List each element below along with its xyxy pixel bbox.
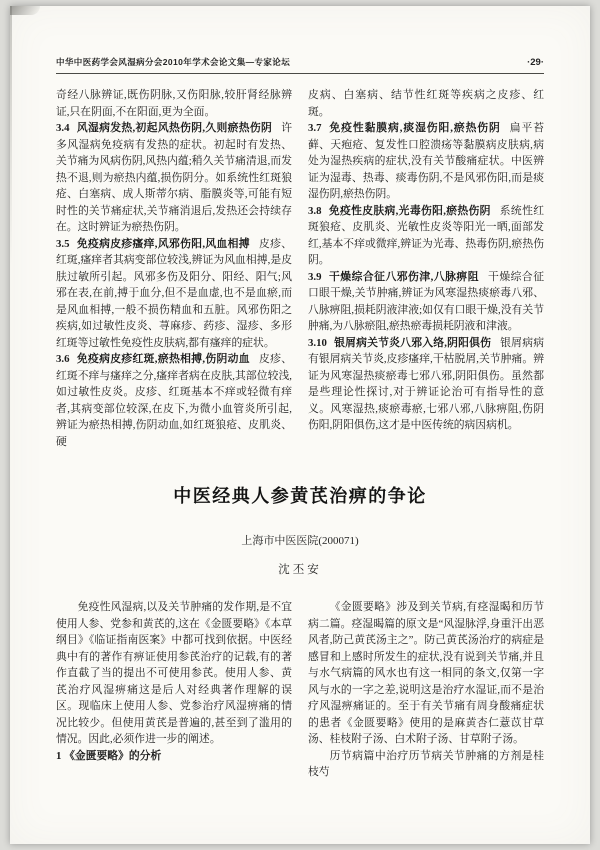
- section-number: 3.5: [56, 237, 70, 250]
- section-heading: 风湿病发热,初起风热伤阴,久则瘀热伤阴: [76, 122, 273, 134]
- body-paragraph: 《金匮要略》涉及到关节病,有痉湿暍和历节病二篇。痉湿暍篇的原文是“风湿脉浮,身重汗出恶风者,防己黄芪汤主之”。防己黄芪汤治疗的病症是感冒和上感时所发生的症状,没有说到关节痛,并且与水气病篇的风水也有这一相同的条文,仅第一字风与水的一字之差,说明这是治疗水湿证,而不是治疗风湿痹痛证的。至于有关节痛有周身酸痛症状的患者《金匮要略》使用的是麻黄杏仁薏苡甘草汤、桂枝附子汤、白术附子汤、甘草附子汤。: [308, 601, 544, 745]
- section-body: 扁平苔藓、天疱疮、复发性口腔溃疡等黏膜病皮肤病,病处为湿热疾病的症状,没有关节酸痛症状。中医辨证为湿毒、热毒、痰毒伤阴,不是风邪伤阳,而是痰湿伤阴,瘀热伤阴。: [308, 122, 545, 200]
- scan-artifact-corner: [10, 6, 40, 15]
- section-number: 3.10: [308, 336, 327, 349]
- header-title: 中华中医药学会风湿病分会2010年学术会论文集—专家论坛: [56, 57, 291, 67]
- section-3-7: [308, 120, 544, 203]
- section-3-5: [56, 236, 292, 352]
- section-body: 皮疹、红斑,瘙痒者其病变部位较浅,辨证为风血相搏,是皮肤过敏所引起。风邪多伤及阳分、阳经、阳气;风邪在表,在前,搏于血分,但不是血虚,也不是血瘀,而是风血相搏,一般不损伤精血和五脏。风邪伤阳之疾病,如过敏性皮炎、荨麻疹、药疹、湿疹、多形红斑等过敏性免疫性皮肤病,都有瘙痒的症状。: [56, 237, 293, 349]
- section-heading: 银屑病关节炎八邪入络,阴阳俱伤: [333, 336, 492, 349]
- body-section-heading: 1 《金匮要略》的分析: [56, 749, 162, 762]
- section-3-4: [56, 120, 292, 236]
- section-heading: 免疫性皮肤病,光毒伤阳,瘀热伤阴: [328, 204, 491, 217]
- page-header: [56, 56, 544, 68]
- section-number: 3.9: [308, 270, 322, 283]
- affiliation: 上海市中医医院(200071): [241, 535, 359, 547]
- section-body: 银屑病病有银屑病关节炎,皮疹瘙痒,干枯脱屑,关节肿痛。辨证为风寒湿热痰瘀毒七邪八邪,阴阳俱伤。虽然都是些理论性探讨,对于辨证论治可有指导性的意义。风寒湿热,痰瘀毒瘀,七邪八邪,八脉痹阻,伤阴伤阳,阴阳俱伤,这才是中医传统的病因病机。: [308, 336, 544, 431]
- continuation-paragraph: 奇经八脉辨证,既伤阴脉,又伤阳脉,较肝肾经脉辨证,只在阴面,不在阳面,更为全面。: [56, 89, 292, 118]
- article-title: 中医经典人参黄芪治痹的争论: [173, 486, 427, 506]
- header-rule: [56, 73, 544, 74]
- section-3-10: [308, 335, 544, 434]
- section-body: 许多风湿病免疫病有发热的症状。初起时有发热、关节痛为风病伤阴,风热内蕴;稍久关节痛清退,而发热不退,则为瘀热内蕴,损伤阴分。如系统性红斑狼疮、白塞病、成人斯蒂尔病、脂膜炎等,可能有短时性的关节痛症状,关节痛消退后,发热还会持续存在。这时辨证为瘀热伤阴。: [56, 122, 292, 233]
- section-3-8: [308, 203, 544, 269]
- page-number: ·29·: [527, 57, 544, 68]
- top-right-column: [308, 87, 544, 450]
- continuation-paragraph: 皮病、白塞病、结节性红斑等疾病之皮疹、红斑。: [308, 89, 544, 118]
- document-page: [10, 6, 590, 844]
- author-name: 沈丕安: [278, 564, 322, 576]
- article-body: [56, 599, 544, 781]
- section-number: 3.8: [308, 204, 322, 217]
- section-body: 皮疹、红斑不痒与瘙痒之分,瘙痒者病在皮肤,其部位较浅,如过敏性皮炎。皮疹、红斑基本不痒或轻微有痒者,其病变部位较深,在皮下,为微小血管炎所引起,辨证为瘀热相搏,伤阴动血,如红斑狼疮、皮肌炎、硬: [56, 353, 293, 448]
- section-number: 3.7: [308, 122, 322, 134]
- top-section: [56, 87, 544, 450]
- section-number: 3.6: [56, 353, 70, 365]
- body-paragraph: 免疫性风湿病,以及关节肿痛的发作期,是不宜使用人参、党参和黄芪的,这在《金匮要略》《本草纲目》《临证指南医案》中都可找到依据。中医经典中有的著作有痹证使用参芪治疗的记载,有的著作直截了当的提出不可使用参芪。使用人参、黄芪治疗风湿痹痛这是后人对经典著作理解的误区。现临床上使用人参、党参治疗风湿痹痛的情况比较少。但使用黄芪是普遍的,甚至到了滥用的情况。因此,必须作进一步的阐述。: [56, 601, 292, 745]
- page-content: [10, 6, 590, 781]
- section-heading: 免疫性黏膜病,痰湿伤阳,瘀热伤阴: [328, 122, 501, 134]
- section-number: 3.4: [56, 122, 70, 134]
- section-3-6: [56, 351, 292, 450]
- body-paragraph: 历节病篇中治疗历节病关节肿痛的方剂是桂枝芍: [308, 749, 544, 778]
- section-heading: 免疫病皮疹红斑,瘀热相搏,伤阴动血: [76, 353, 250, 365]
- section-body: 干燥综合征口眼干燥,关节肿痛,辨证为风寒湿热痰瘀毒八邪、八脉痹阻,损耗阴液津液;如仅有口眼干燥,没有关节肿痛,为八脉瘀阻,瘀热瘀毒损耗阴液和津液。: [308, 270, 545, 332]
- section-3-9: [308, 269, 544, 335]
- scan-artifact-edge: [10, 6, 12, 266]
- body-left-column: [56, 599, 292, 781]
- body-right-column: [308, 599, 544, 781]
- section-heading: 免疫病皮疹瘙痒,风邪伤阳,风血相搏: [76, 237, 250, 250]
- section-body: 系统性红斑狼疮、皮肌炎、光敏性皮炎等阳光一晒,面部发红,基本不痒或微痒,辨证为光毒、热毒伤阴,瘀热伤阴。: [308, 204, 544, 266]
- top-left-column: [56, 87, 292, 450]
- section-heading: 干燥综合征八邪伤津,八脉痹阻: [328, 270, 480, 283]
